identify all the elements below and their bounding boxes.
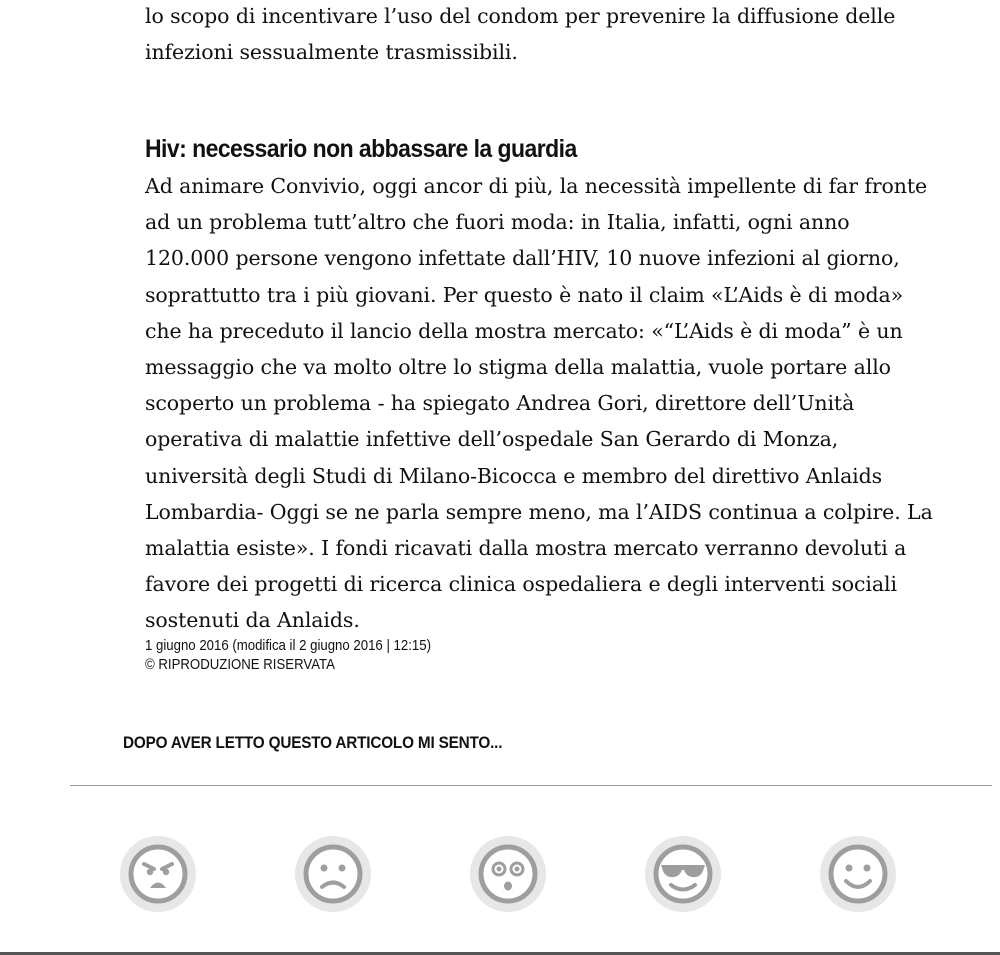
article-intro (145, 0, 935, 70)
sad-face-icon (300, 841, 366, 907)
reaction-sad-button[interactable] (295, 836, 371, 912)
article-body (145, 168, 935, 639)
body-paragraph: Ad animare Convivio, oggi ancor di più, la necessità impellente di far fronte ad un problema tutt’altro che fuori moda: in Italia, infatti, ogni anno 120.000 persone vengono infettate dall’HIV, 10 nuove infezioni al giorno, soprattutto tra i più giovani. Per questo è nato il claim «L’Aids è di moda» che ha preceduto il lancio della mostra mercato: «“L’Aids è di moda” è un messaggio che va molto oltre lo stigma della malattia, vuole portare allo scoperto un problema - ha spiegato Andrea Gori, direttore dell’Unità operativa di malattie infettive dell’ospedale San Gerardo di Monza, università degli Studi di Milano-Bicocca e membro del direttivo Anlaids Lombardia- Oggi se ne parla sempre meno, ma l’AIDS continua a colpire. La malattia esiste». I fondi ricavati dalla mostra mercato verranno devoluti a favore dei progetti di ricerca clinica ospedaliera e degli interventi sociali sostenuti da Anlaids. (145, 174, 933, 633)
reaction-bar (0, 836, 1000, 916)
sunglasses-face-icon (650, 841, 716, 907)
reaction-surprised-button[interactable] (470, 836, 546, 912)
divider (70, 785, 992, 786)
article-meta (145, 636, 431, 674)
reaction-happy-button[interactable] (820, 836, 896, 912)
copyright-notice: © RIPRODUZIONE RISERVATA (145, 656, 335, 673)
happy-face-icon (825, 841, 891, 907)
publish-date: 1 giugno 2016 (modifica il 2 giugno 2016 | 12:15) (145, 637, 431, 654)
intro-paragraph: lo scopo di incentivare l’uso del condom per prevenire la diffusione delle infezioni sessualmente trasmissibili. (145, 4, 896, 65)
reaction-title: DOPO AVER LETTO QUESTO ARTICOLO MI SENTO... (123, 733, 503, 752)
section-heading: Hiv: necessario non abbassare la guardia (145, 135, 577, 163)
reaction-angry-button[interactable] (120, 836, 196, 912)
angry-face-icon (125, 841, 191, 907)
reaction-cool-button[interactable] (645, 836, 721, 912)
surprised-face-icon (475, 841, 541, 907)
